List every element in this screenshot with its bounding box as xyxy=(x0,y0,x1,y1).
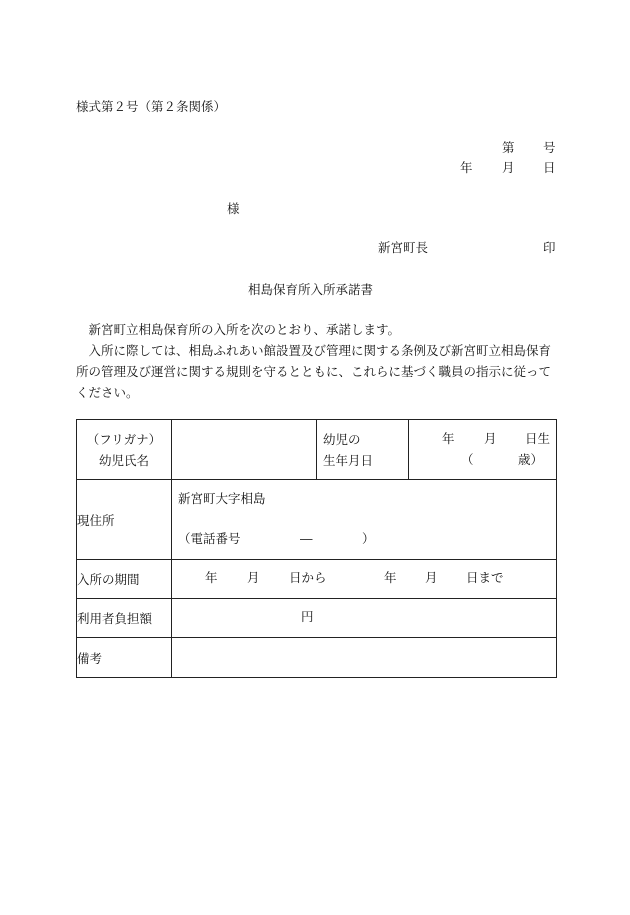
period-to-month: 月 xyxy=(425,570,438,585)
row-address xyxy=(77,480,557,560)
phone-open: （電話番号 xyxy=(178,531,241,546)
period-from-year: 年 xyxy=(205,570,218,585)
birth-value-cell[interactable] xyxy=(409,420,557,480)
birth-year: 年 xyxy=(442,431,455,446)
period-label: 入所の期間 xyxy=(77,560,172,599)
birth-label-line1: 幼児の xyxy=(323,431,361,447)
form-number: 様式第２号（第２条関係） xyxy=(76,99,227,114)
child-name-label: 幼児氏名 xyxy=(98,452,149,468)
birth-label-cell xyxy=(317,420,409,480)
period-from-month: 月 xyxy=(247,570,260,585)
birth-label-line2: 生年月日 xyxy=(323,452,374,468)
row-name-birth xyxy=(77,420,557,480)
row-remarks xyxy=(77,638,557,678)
date-year: 年 xyxy=(460,160,473,175)
period-to-day: 日まで xyxy=(466,570,504,585)
remarks-value-cell[interactable] xyxy=(172,638,557,678)
phone-close: ） xyxy=(362,531,375,546)
info-table xyxy=(76,419,557,678)
seal-mark: 印 xyxy=(543,240,556,255)
period-value-cell[interactable] xyxy=(172,560,557,599)
age-open: （ xyxy=(461,452,474,467)
birth-month: 月 xyxy=(484,431,497,446)
date-day: 日 xyxy=(543,160,556,175)
row-fee xyxy=(77,599,557,638)
number-dai: 第 xyxy=(502,140,515,155)
body-text xyxy=(76,319,556,403)
number-go: 号 xyxy=(543,140,556,155)
fee-value-cell[interactable] xyxy=(172,599,557,638)
phone-dash: ― xyxy=(300,531,313,546)
birth-day: 日生 xyxy=(525,431,551,446)
body-paragraph-1: 新宮町立相島保育所の入所を次のとおり、承諾します。 xyxy=(88,322,401,337)
name-label-cell xyxy=(77,420,172,480)
addressee-suffix: 様 xyxy=(227,201,240,216)
row-period xyxy=(77,560,557,599)
address-value-cell[interactable] xyxy=(172,480,557,560)
furigana-label: （フリガナ） xyxy=(86,431,162,447)
date-month: 月 xyxy=(502,160,515,175)
period-from-day: 日から xyxy=(289,570,327,585)
child-name-value[interactable] xyxy=(172,420,317,480)
address-label: 現住所 xyxy=(77,480,172,560)
address-value: 新宮町大字相島 xyxy=(178,491,266,506)
body-paragraph-2: 入所に際しては、相島ふれあい館設置及び管理に関する条例及び新宮町立相島保育所の管理及び運営に関する規則を守るとともに、これらに基づく職員の指示に従ってください。 xyxy=(76,343,552,400)
document-title: 相島保育所入所承諾書 xyxy=(248,282,374,297)
fee-label: 利用者負担額 xyxy=(77,599,172,638)
period-to-year: 年 xyxy=(384,570,397,585)
issuer-title: 新宮町長 xyxy=(378,240,429,255)
remarks-label: 備考 xyxy=(77,638,172,678)
age-close: 歳） xyxy=(518,452,544,467)
fee-unit: 円 xyxy=(301,609,314,624)
